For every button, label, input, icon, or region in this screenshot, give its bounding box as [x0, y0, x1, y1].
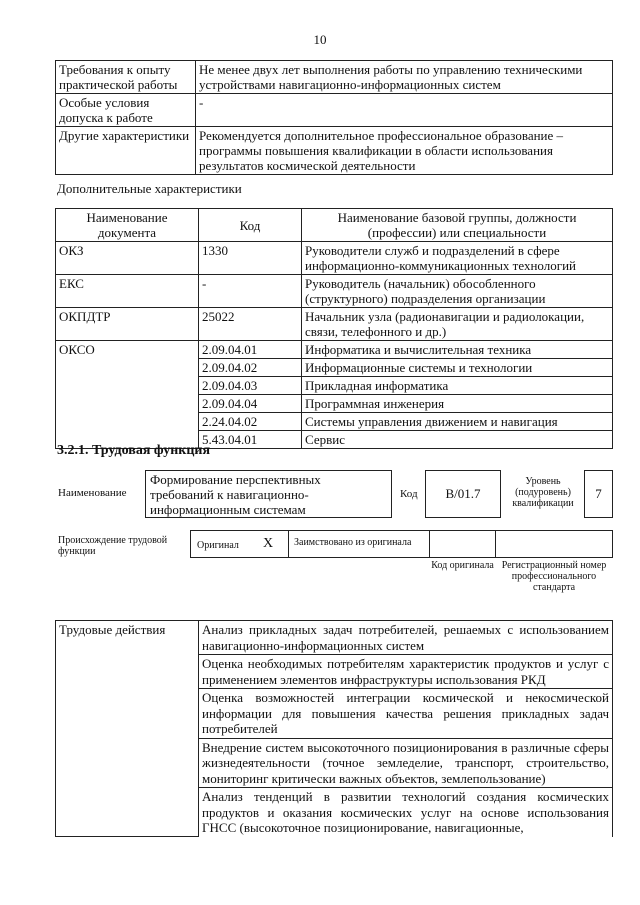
requirement-value: Рекомендуется дополнительное профессиональное образование – программы повышения квалификации в области использования результатов космической деятельности [196, 127, 613, 175]
name-cell: Начальник узла (радионавигации и радиолокации, связи, телефонного и др.) [302, 308, 613, 341]
requirement-label: Требования к опыту практической работы [56, 61, 196, 94]
code-value: B/01.7 [425, 470, 501, 518]
action-item: Внедрение систем высокоточного позиционирования в различные сферы жизнедеятельности (точное земледелие, транспорт, строительство, мониторинг критически важных объектов, землепользование) [199, 738, 613, 788]
labor-actions-table [55, 620, 613, 837]
table-row [56, 275, 613, 308]
requirement-value: Не менее двух лет выполнения работы по управлению техническими устройствами навигационно-информационных систем [196, 61, 613, 94]
original-cell [190, 530, 289, 558]
section-title: 3.2.1. Трудовая функция [57, 443, 211, 458]
name-cell: Программная инженерия [302, 395, 613, 413]
table-row [56, 61, 613, 94]
header-doc: Наименование документа [56, 209, 199, 242]
name-cell: Руководитель (начальник) обособленного (структурного) подразделения организации [302, 275, 613, 308]
code-original-cell [429, 530, 496, 558]
code-cell: 2.24.04.02 [199, 413, 302, 431]
borrowed-label: Заимствовано из оригинала [294, 537, 412, 548]
action-item: Оценка возможностей интеграции космической и некосмической информации для повышения качества решения прикладных задач потребителей [199, 689, 613, 739]
table-row [56, 308, 613, 341]
reg-number-cell [495, 530, 613, 558]
borrowed-cell [288, 530, 430, 558]
action-item: Анализ тенденций в развитии технологий создания космических продуктов и оказания космических услуг на основе использования ГНСС (высокоточное позиционирование, навигационные, [199, 788, 613, 837]
additional-table [55, 208, 613, 449]
function-name-label: Наименование [58, 487, 127, 499]
actions-label: Трудовые действия [56, 621, 199, 837]
name-cell: Прикладная информатика [302, 377, 613, 395]
requirements-table [55, 60, 613, 175]
code-cell: 2.09.04.04 [199, 395, 302, 413]
requirement-label: Другие характеристики [56, 127, 196, 175]
code-cell: 2.09.04.01 [199, 341, 302, 359]
action-item: Анализ прикладных задач потребителей, решаемых с использованием навигационно-информационных систем [199, 621, 613, 655]
function-name-value: Формирование перспективных требований к навигационно-информационным системам [145, 470, 392, 518]
doc-cell: ОКСО [56, 341, 199, 449]
doc-cell: ЕКС [56, 275, 199, 308]
code-cell: 2.09.04.02 [199, 359, 302, 377]
table-row [56, 94, 613, 127]
table-row [56, 341, 613, 359]
code-cell: 5.43.04.01 [199, 431, 302, 449]
doc-cell: ОКПДТР [56, 308, 199, 341]
page-number: 10 [313, 32, 327, 47]
header-name: Наименование базовой группы, должности (профессии) или специальности [302, 209, 613, 242]
code-cell: 1330 [199, 242, 302, 275]
origin-label: Происхождение трудовой функции [58, 535, 168, 557]
code-label: Код [400, 488, 418, 500]
name-cell: Сервис [302, 431, 613, 449]
name-cell: Системы управления движением и навигация [302, 413, 613, 431]
name-cell: Руководители служб и подразделений в сфере информационно-коммуникационных технологий [302, 242, 613, 275]
action-item: Оценка необходимых потребителям характеристик продуктов и услуг с применением элементов инфраструктуры использования РКД [199, 655, 613, 689]
level-label: Уровень (подуровень) квалификации [512, 476, 574, 509]
table-row [56, 621, 613, 655]
original-label: Оригинал [197, 540, 239, 551]
code-cell: 2.09.04.03 [199, 377, 302, 395]
table-header-row [56, 209, 613, 242]
code-cell: 25022 [199, 308, 302, 341]
table-row [56, 127, 613, 175]
header-code: Код [199, 209, 302, 242]
reg-number-caption: Регистрационный номер профессионального стандарта [501, 560, 607, 593]
name-cell: Информационные системы и технологии [302, 359, 613, 377]
additional-title: Дополнительные характеристики [57, 181, 242, 196]
doc-cell: ОКЗ [56, 242, 199, 275]
requirement-label: Особые условия допуска к работе [56, 94, 196, 127]
table-row [56, 242, 613, 275]
code-cell: - [199, 275, 302, 308]
requirement-value: - [196, 94, 613, 127]
level-value: 7 [584, 470, 613, 518]
name-cell: Информатика и вычислительная техника [302, 341, 613, 359]
original-mark: X [263, 536, 274, 551]
code-original-caption: Код оригинала [431, 560, 494, 571]
